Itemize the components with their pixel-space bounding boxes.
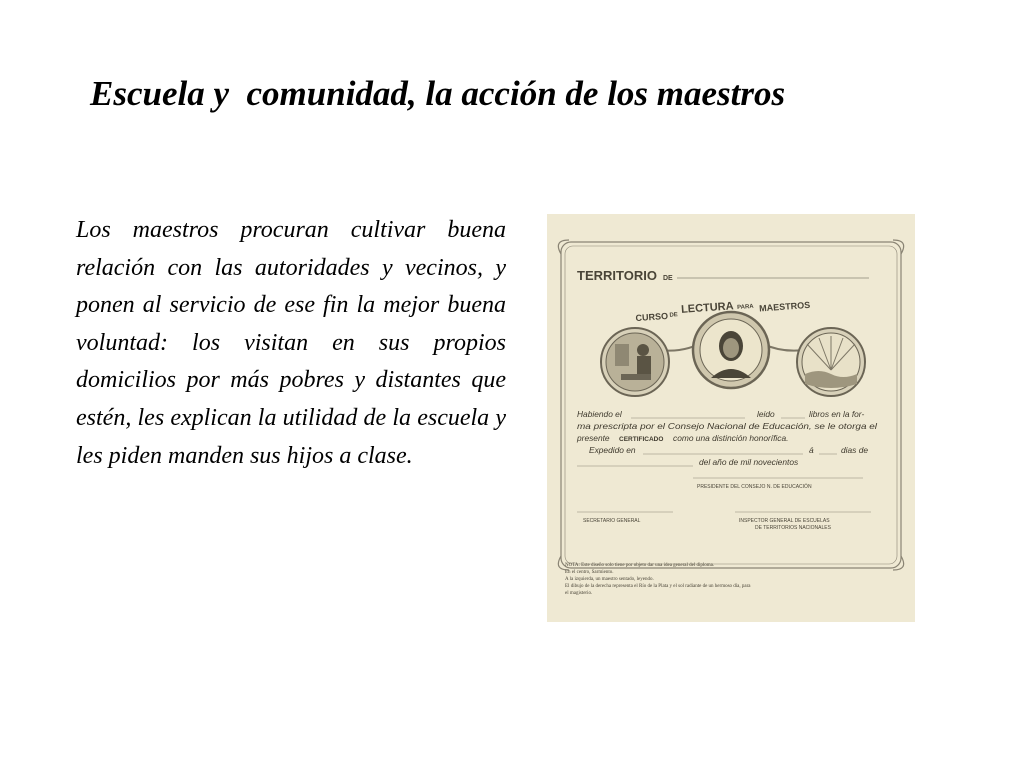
cert-line2: ma prescripta por el Consejo Nacional de Educación, se le otorga el <box>577 421 879 431</box>
cert-territorio: TERRITORIO <box>577 268 657 283</box>
cert-presidente: PRESIDENTE DEL CONSEJO N. DE EDUCACIÓN <box>697 484 812 490</box>
cert-curso-de: DE <box>669 312 679 319</box>
cert-line3-a: presente <box>577 433 610 443</box>
cert-body <box>576 409 878 467</box>
cert-secretario: SECRETARIO GENERAL <box>583 518 641 524</box>
cert-nota-2: En el centro, Sarmiento. <box>565 570 614 575</box>
cert-de: DE <box>663 275 673 282</box>
slide-title: Escuela y comunidad, la acción de los maestros <box>90 74 786 113</box>
cert-line3-b: CERTIFICADO <box>619 436 664 443</box>
cert-line3-c: como una distinción honorífica. <box>673 433 789 443</box>
cert-signatures <box>577 478 871 531</box>
cert-maestros: MAESTROS <box>758 299 811 314</box>
cert-nota-1: NOTA: Este diseño solo tiene por objeto dar una idea general del diploma. <box>565 563 715 568</box>
cert-inspector-2: DE TERRITORIOS NACIONALES <box>755 525 831 531</box>
cert-inspector-1: INSPECTOR GENERAL DE ESCUELAS <box>739 518 830 524</box>
cert-line4-a: Expedido en <box>589 445 636 455</box>
cert-curso: CURSO <box>635 310 669 324</box>
cert-line1-c: libros en la for- <box>809 409 865 419</box>
cert-para: PARA <box>736 303 754 311</box>
cert-center-medallion <box>693 312 769 388</box>
certificate-image <box>547 214 915 622</box>
cert-left-medallion <box>601 328 669 396</box>
slide-paragraph: Los maestros procuran cultivar buena relación con las autoridades y vecinos, y ponen al servicio de ese fin la mejor buena voluntad: los visitan en sus propios domicilios por más pobres y distantes que estén, les explican la utilidad de la escuela y les piden manden sus hijos a clase. <box>76 217 506 469</box>
cert-line1-b: leido <box>757 409 775 419</box>
cert-nota-5: el magisterio. <box>565 591 593 596</box>
cert-lectura: LECTURA <box>680 300 734 316</box>
cert-line1-a: Habiendo el <box>577 409 622 419</box>
cert-line4-c: dias de <box>841 445 869 455</box>
cert-line4-b: á <box>809 445 814 455</box>
cert-line5: del año de mil novecientos <box>699 457 799 467</box>
cert-nota-3: A la izquierda, un maestro sentado, leyendo. <box>565 577 654 582</box>
cert-right-medallion <box>797 328 865 396</box>
cert-nota-4: El dibujo de la derecha representa el Río de la Plata y el sol radiante de un hermoso día, para <box>565 584 751 589</box>
